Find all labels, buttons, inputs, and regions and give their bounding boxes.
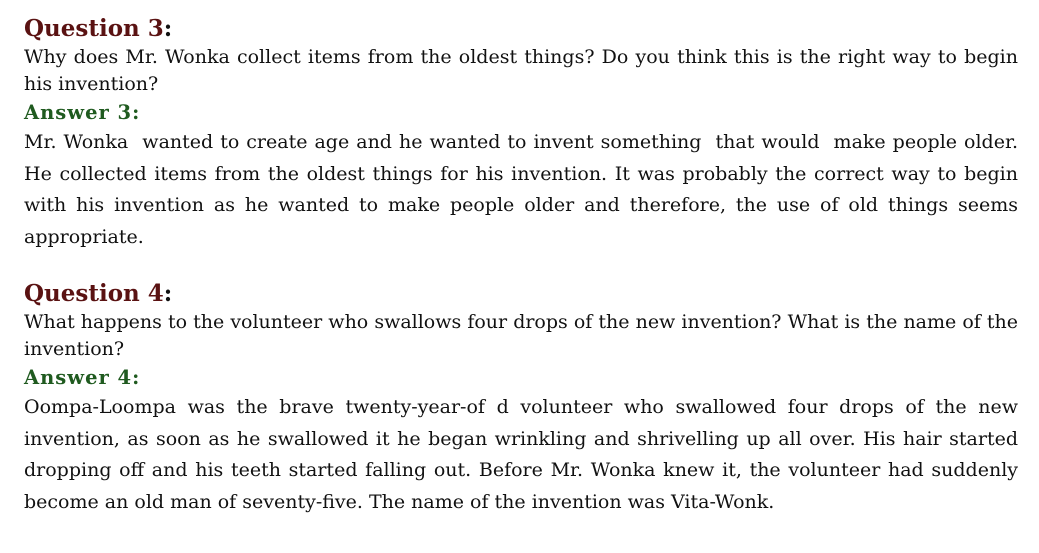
question-3-text: Why does Mr. Wonka collect items from the oldest things? Do you think this is the right way to begin his invention? [24,46,1018,95]
question-4-heading [24,279,1018,309]
answer-4-label: Answer 4 [24,366,133,389]
answer-3-text: Mr. Wonka wanted to create age and he wanted to invent something that would make people older. He collected items from the oldest things for his invention. It was probably the correct way to begin with his invention as he wanted to make people older and therefore, the use of old things seems appropriate. [24,131,1025,248]
question-4-label: Question 4 [24,280,164,307]
question-3-section [24,14,1025,253]
answer-3-colon: : [132,101,141,124]
answer-4-heading [24,363,1018,392]
question-4-text: What happens to the volunteer who swallows four drops of the new invention? What is the name of the invention? [24,311,1018,360]
section-spacer [24,253,1018,279]
question-3-colon: : [163,15,173,42]
answer-3-heading [24,98,1018,127]
question-4-section [24,279,1018,518]
answer-4-colon: : [132,366,141,389]
question-3-label: Question 3 [24,15,164,42]
question-3-heading [24,14,1018,44]
answer-4-text: Oompa-Loompa was the brave twenty-year-of d volunteer who swallowed four drops of the new invention, as soon as he swallowed it he began wrinkling and shrivelling up all over. His hair started dropping off and his teeth started falling out. Before Mr. Wonka knew it, the volunteer had suddenly become an old man of seventy-five. The name of the invention was Vita-Wonk. [24,396,1018,513]
answer-3-label: Answer 3 [24,101,133,124]
document-page [24,14,1025,518]
question-4-colon: : [163,280,173,307]
